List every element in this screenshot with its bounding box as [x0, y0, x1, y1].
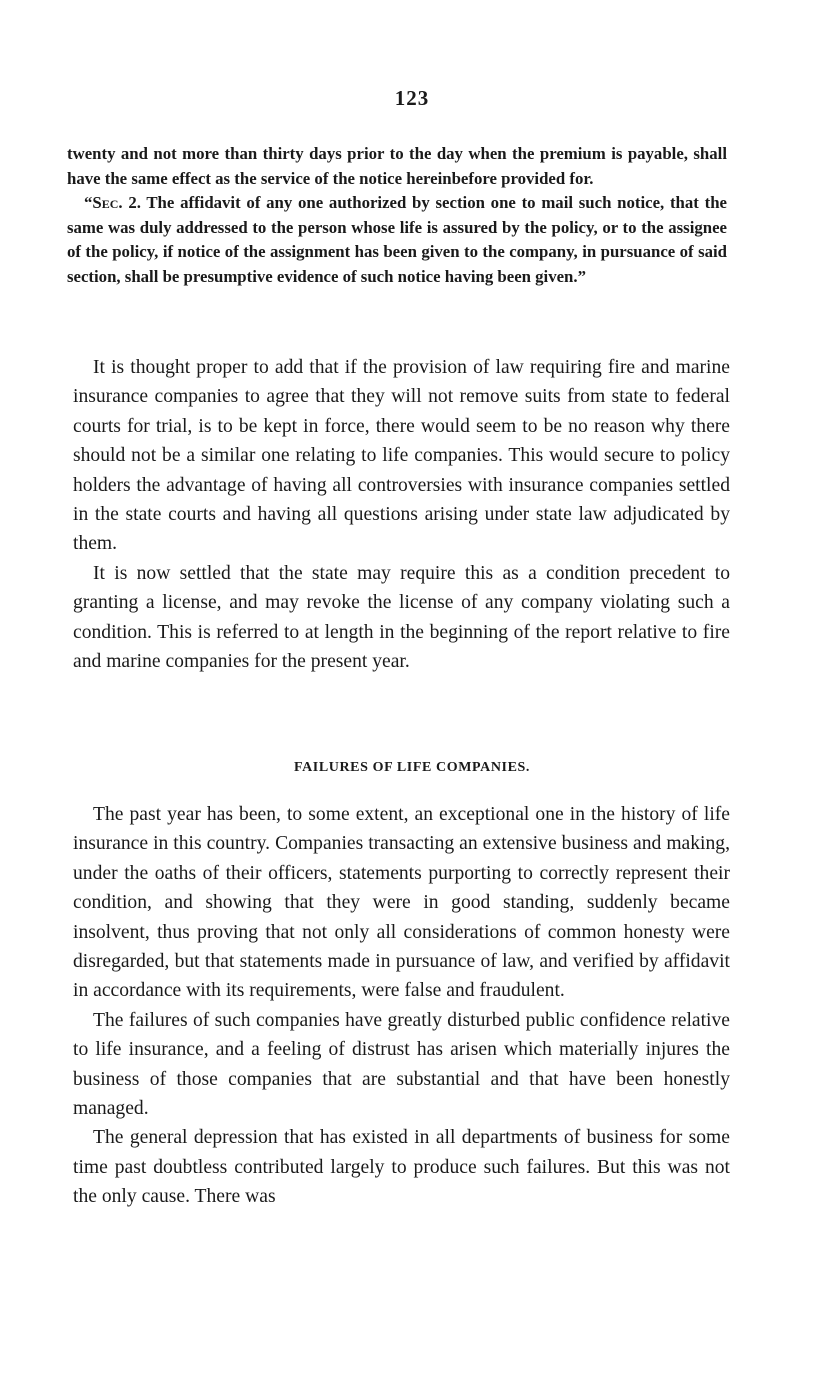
- body-text-section-1: [73, 353, 730, 676]
- paragraph-public-confidence: The failures of such companies have greatly disturbed public confidence relative to life insurance, and a feeling of distrust has arisen which materially injures the business of those companies that are substantial and that have been honestly managed.: [73, 1009, 730, 1120]
- quote-paragraph-2: [67, 191, 727, 289]
- section-label: Sec. 2.: [92, 193, 141, 213]
- paragraph-removal-of-suits: It is thought proper to add that if the provision of law requiring fire and marine insurance companies to agree that they will not remove suits from state to federal courts for trial, is to be kept in force, there would seem to be no reason why there should not be a similar one relating to life companies. This would secure to policy holders the advantage of having all controversies with insurance companies settled in the state courts and having all questions arising under state law adjudicated by them.: [73, 357, 730, 555]
- page-number: 123: [394, 86, 430, 110]
- paragraph-general-depression: The general depression that has existed in all departments of business for some time past doubtless contributed largely to produce such failures. But this was not the only cause. There was: [73, 1127, 730, 1208]
- quote-paragraph-1: twenty and not more than thirty days prior to the day when the premium is payable, shall have the same effect as the service of the notice hereinbefore provided for.: [67, 144, 727, 188]
- statute-quote-block: [67, 142, 727, 290]
- paragraph-license-condition: It is now settled that the state may require this as a condition precedent to granting a license, and may revoke the license of any company violating such a condition. This is referred to at length in the beginning of the report relative to fire and marine companies for the present year.: [73, 562, 730, 673]
- quote-paragraph-2-text: The affidavit of any one authorized by section one to mail such notice, that the same was duly addressed to the person whose life is assured by the policy, or to the assignee of the policy, if notice of the assignment has been given to the company, in pursuance of said section, shall be presumptive evidence of such notice having been given.”: [67, 193, 727, 286]
- body-text-section-2: [73, 800, 730, 1212]
- quote-open-mark: “: [84, 193, 93, 213]
- section-heading: FAILURES OF LIFE COMPANIES.: [293, 760, 531, 775]
- paragraph-exceptional-year: The past year has been, to some extent, an exceptional one in the history of life insurance in this country. Companies transacting an extensive business and making, under the oaths of their officers, statements purporting to correctly represent their condition, and showing that they were in good standing, suddenly became insolvent, thus proving that not only all considerations of common honesty were disregarded, but that statements made in pursuance of law, and verified by affidavit in accordance with its requirements, were false and fraudulent.: [73, 804, 730, 1002]
